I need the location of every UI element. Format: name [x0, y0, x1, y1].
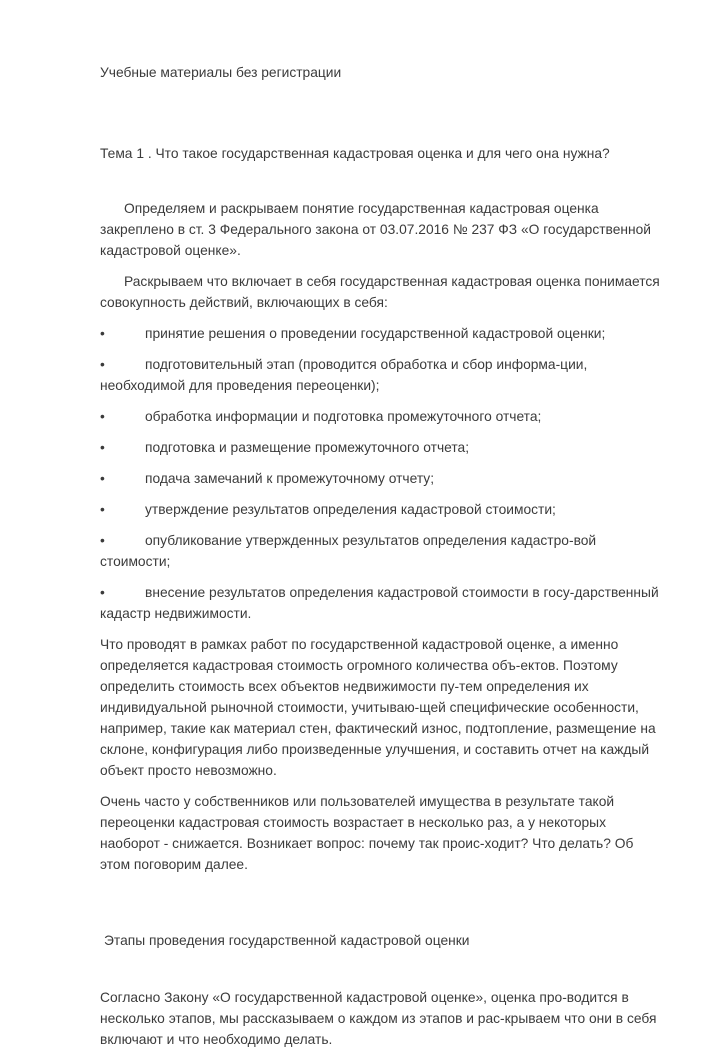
body-paragraph-3: Согласно Закону «О государственной кадастровой оценке», оценка про-водится в несколько этапов, мы рассказываем о каждом из этапов и рас-крываем что они в себя включают и что необходимо делать.: [100, 990, 657, 1047]
intro-paragraph: Определяем и раскрываем понятие государственная кадастровая оценка закреплено в ст. 3 Федерального закона от 03.07.2016 № 237 ФЗ «О государственной кадастровой оценке».: [100, 201, 652, 258]
lead-paragraph: Раскрываем что включает в себя государственная кадастровая оценка понимается совокупность действий, включающих в себя:: [100, 274, 660, 310]
topic-title: Тема 1 . Что такое государственная кадастровая оценка и для чего она нужна?: [100, 146, 610, 161]
bullet-icon: •: [100, 585, 105, 600]
bullet-text: обработка информации и подготовка промежуточного отчета;: [145, 409, 542, 424]
bullet-item: [100, 468, 663, 489]
bullet-item: [100, 530, 663, 572]
section-heading: Этапы проведения государственной кадастровой оценки: [104, 933, 470, 948]
bullet-icon: •: [100, 471, 105, 486]
bullet-icon: •: [100, 326, 105, 341]
bullet-text: принятие решения о проведении государственной кадастровой оценки;: [145, 326, 606, 341]
body-paragraph-1: Что проводят в рамках работ по государственной кадастровой оценке, а именно определяется кадастровая стоимость огромного количества объ-ектов. Поэтому определить стоимость всех объектов недвижимости пу-тем определения их индивидуальной рыночной стоимости, учитываю-щей специфические особенности, например, такие как материал стен, фактический износ, подтопление, размещение на склоне, конфигурация либо произведенные улучшения, и составить отчет на каждый объект просто невозможно.: [100, 637, 656, 778]
body-paragraph-2: Очень часто у собственников или пользователей имущества в результате такой переоценки кадастровая стоимость возрастает в несколько раз, а у некоторых наоборот - снижается. Возникает вопрос: почему так проис-ходит? Что делать? Об этом поговорим далее.: [100, 794, 634, 872]
bullet-item: [100, 499, 663, 520]
bullet-icon: •: [100, 533, 105, 548]
bullet-icon: •: [100, 440, 105, 455]
bullet-text: опубликование утвержденных результатов определения кадастро-вой стоимости;: [100, 533, 597, 569]
bullet-text: подача замечаний к промежуточному отчету;: [145, 471, 435, 486]
bullet-item: [100, 406, 663, 427]
bullet-text: подготовительный этап (проводится обработка и сбор информа-ции, необходимой для проведения переоценки);: [100, 357, 588, 393]
bullet-icon: •: [100, 357, 105, 372]
bullet-item: [100, 437, 663, 458]
bullet-list: [100, 323, 663, 624]
document-header: Учебные материалы без регистрации: [100, 65, 342, 80]
bullet-item: [100, 323, 663, 344]
bullet-icon: •: [100, 409, 105, 424]
bullet-text: внесение результатов определения кадастровой стоимости в госу-дарственный кадастр недвижимости.: [100, 585, 659, 621]
bullet-text: утверждение результатов определения кадастровой стоимости;: [145, 502, 556, 517]
bullet-icon: •: [100, 502, 105, 517]
bullet-item: [100, 582, 663, 624]
bullet-item: [100, 354, 663, 396]
bullet-text: подготовка и размещение промежуточного отчета;: [145, 440, 470, 455]
